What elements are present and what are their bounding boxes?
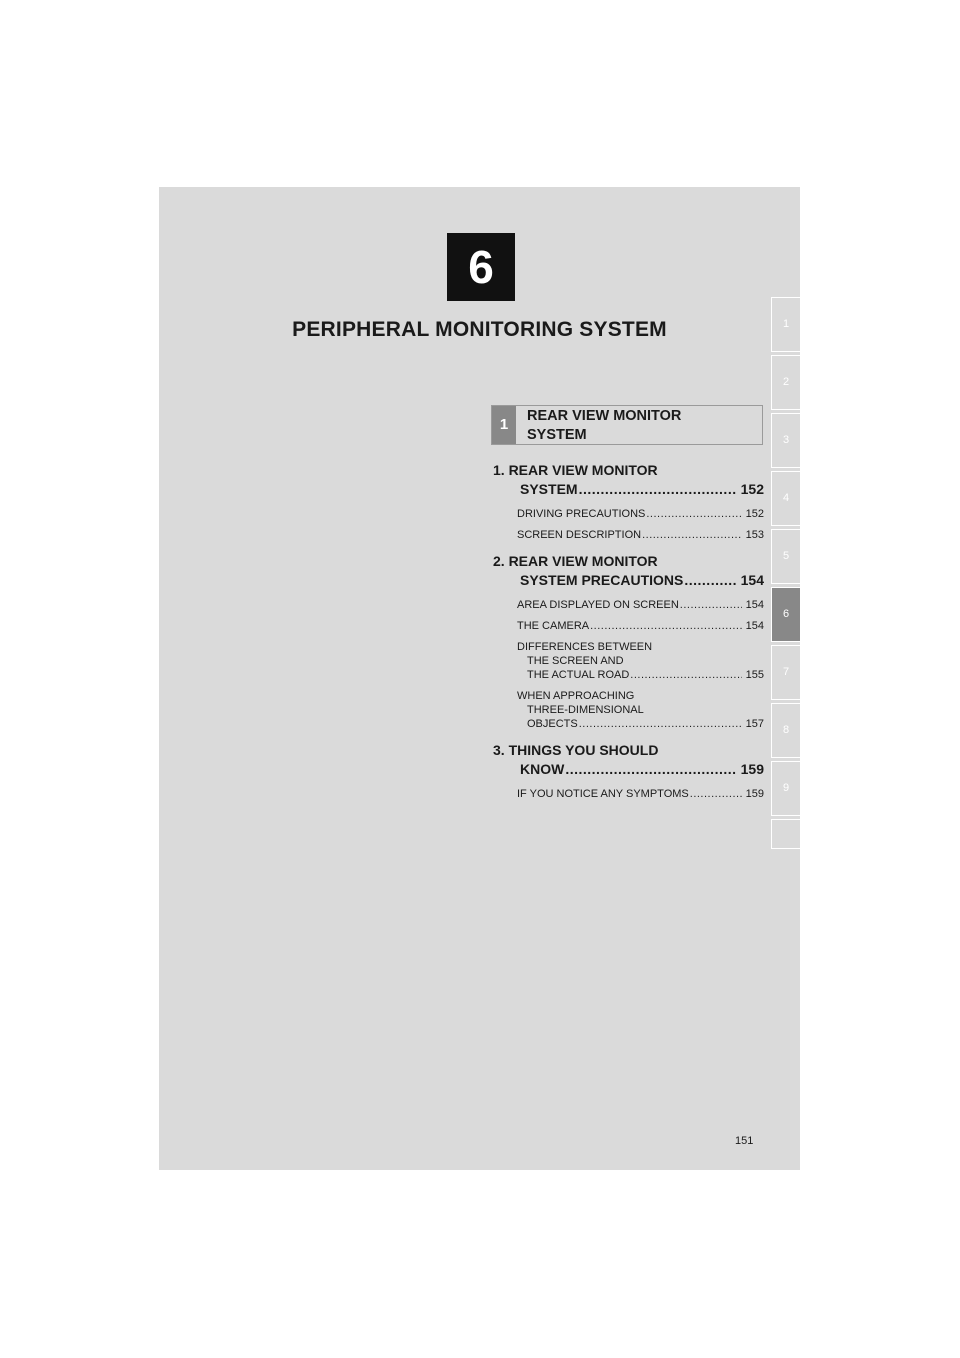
section-title-line1: REAR VIEW MONITOR <box>527 408 682 424</box>
toc-subitem-text: THE ACTUAL ROAD <box>527 669 630 681</box>
toc-subitem[interactable] <box>517 528 764 542</box>
toc-entry-title-line1: 1. REAR VIEW MONITOR <box>493 462 658 478</box>
toc-entry <box>493 461 764 542</box>
toc-subitem-page: 154 <box>745 599 764 611</box>
section-number: 1 <box>492 406 516 444</box>
toc-subitem[interactable] <box>517 787 764 801</box>
toc-entry-page: 159 <box>740 761 764 777</box>
leader-dots <box>590 619 742 633</box>
tab-label: 8 <box>782 724 790 736</box>
leader-dots <box>565 760 736 779</box>
tab-label: 5 <box>782 550 790 562</box>
toc-entry <box>493 552 764 731</box>
chapter-tab-2[interactable] <box>771 355 800 410</box>
toc-entry-title[interactable] <box>493 741 764 779</box>
chapter-number-box: 6 <box>447 233 515 301</box>
toc-subitem[interactable] <box>517 598 764 612</box>
toc-subitem-page: 154 <box>745 620 764 632</box>
toc-subitem-page: 153 <box>745 529 764 541</box>
tab-label: 3 <box>782 434 790 446</box>
tab-label: 7 <box>782 666 790 678</box>
toc-subitem-page: 157 <box>745 718 764 730</box>
section-header <box>491 405 763 445</box>
toc-entry-title-line1: 3. THINGS YOU SHOULD <box>493 742 659 758</box>
chapter-tab-8[interactable] <box>771 703 800 758</box>
toc-entry-page: 152 <box>740 481 764 497</box>
toc-entry-title[interactable] <box>493 552 764 590</box>
leader-dots <box>642 528 742 542</box>
tab-label: 6 <box>782 608 790 620</box>
section-title <box>527 407 747 445</box>
leader-dots <box>646 507 741 521</box>
toc-subitem-page: 159 <box>745 788 764 800</box>
chapter-tab-6[interactable] <box>771 587 800 642</box>
toc-entry <box>493 741 764 801</box>
toc-subitem-text: SCREEN DESCRIPTION <box>517 529 642 541</box>
chapter-tabs <box>771 297 800 852</box>
leader-dots <box>690 787 742 801</box>
toc-subitem-text: WHEN APPROACHING <box>517 690 635 702</box>
section-title-line2: SYSTEM <box>527 427 587 443</box>
toc-entry-title-line2: KNOW <box>520 761 565 777</box>
leader-dots <box>684 571 736 590</box>
toc-subitem-text: DRIVING PRECAUTIONS <box>517 508 646 520</box>
leader-dots <box>630 668 741 682</box>
toc-entry-title-line1: 2. REAR VIEW MONITOR <box>493 553 658 569</box>
chapter-tab-blank <box>771 819 800 849</box>
toc-subitem[interactable] <box>517 640 764 682</box>
toc-subitem[interactable] <box>517 689 764 731</box>
page-number: 151 <box>735 1135 754 1147</box>
leader-dots <box>579 480 737 499</box>
toc-subitem-text: IF YOU NOTICE ANY SYMPTOMS <box>517 788 689 800</box>
toc-subitem-text: DIFFERENCES BETWEEN <box>517 641 653 653</box>
toc-subitem-text: THE CAMERA <box>517 620 590 632</box>
tab-label: 2 <box>782 376 790 388</box>
table-of-contents <box>493 461 764 811</box>
toc-subitem-page: 155 <box>745 669 764 681</box>
toc-entry-title-line2: SYSTEM <box>520 481 578 497</box>
tab-label: 9 <box>782 782 790 794</box>
chapter-tab-1[interactable] <box>771 297 800 352</box>
toc-entry-title-line2: SYSTEM PRECAUTIONS <box>520 572 684 588</box>
toc-entry-title[interactable] <box>493 461 764 499</box>
chapter-tab-9[interactable] <box>771 761 800 816</box>
toc-subitem-text: OBJECTS <box>527 718 578 730</box>
tab-label: 1 <box>782 318 790 330</box>
toc-subitem[interactable] <box>517 619 764 633</box>
toc-subitem-page: 152 <box>745 508 764 520</box>
toc-subitem-text: THE SCREEN AND <box>527 655 624 667</box>
toc-subitem[interactable] <box>517 507 764 521</box>
chapter-tab-4[interactable] <box>771 471 800 526</box>
chapter-tab-5[interactable] <box>771 529 800 584</box>
chapter-title: PERIPHERAL MONITORING SYSTEM <box>292 318 667 341</box>
chapter-tab-7[interactable] <box>771 645 800 700</box>
leader-dots <box>680 598 742 612</box>
chapter-tab-3[interactable] <box>771 413 800 468</box>
leader-dots <box>579 717 742 731</box>
tab-label: 4 <box>782 492 790 504</box>
toc-subitem-text: THREE-DIMENSIONAL <box>527 704 644 716</box>
toc-subitem-text: AREA DISPLAYED ON SCREEN <box>517 599 679 611</box>
toc-entry-page: 154 <box>740 572 764 588</box>
